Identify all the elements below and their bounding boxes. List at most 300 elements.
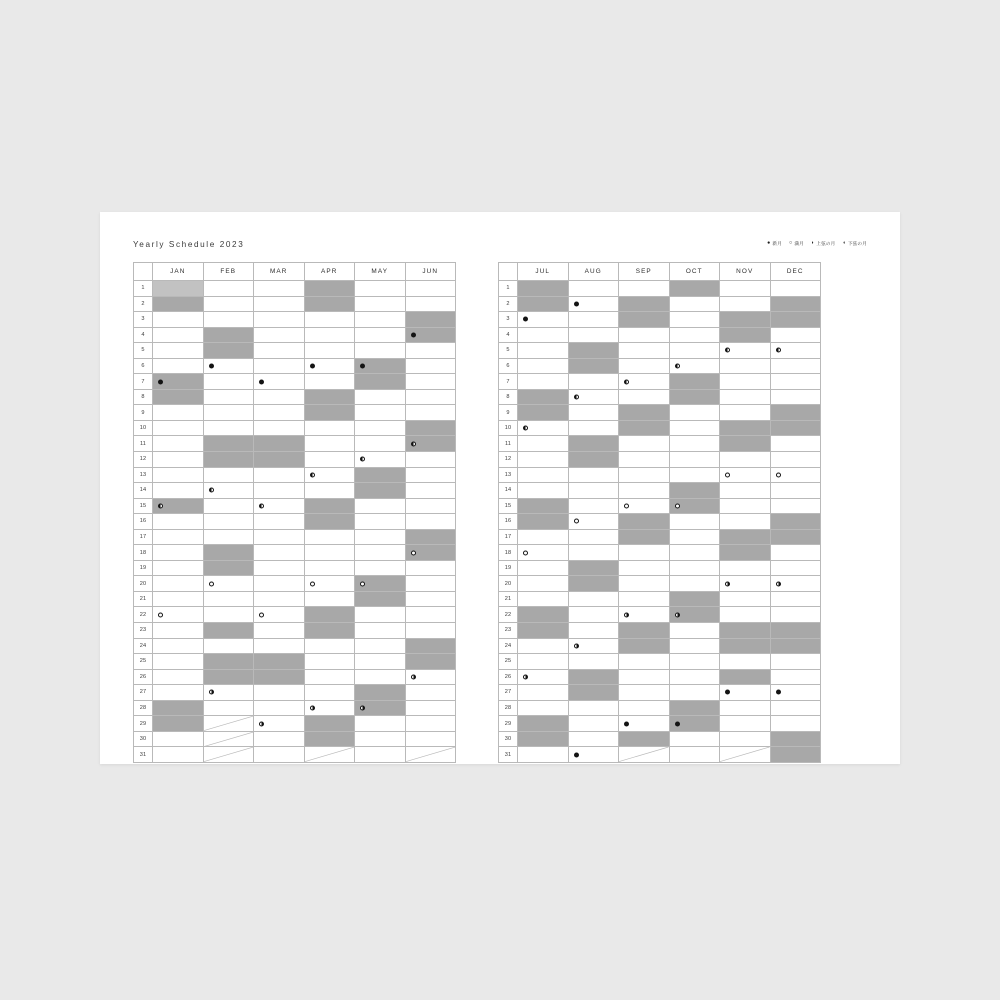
schedule-cell-apr-7[interactable]: [304, 374, 355, 390]
schedule-cell-mar-1[interactable]: [254, 281, 305, 297]
schedule-cell-dec-29[interactable]: [770, 716, 821, 732]
schedule-cell-jul-31[interactable]: [518, 747, 569, 763]
schedule-cell-oct-28[interactable]: [669, 700, 720, 716]
schedule-cell-mar-9[interactable]: [254, 405, 305, 421]
schedule-cell-oct-25[interactable]: [669, 654, 720, 670]
schedule-cell-jun-4[interactable]: [405, 327, 456, 343]
schedule-cell-may-13[interactable]: [355, 467, 406, 483]
schedule-cell-mar-21[interactable]: [254, 591, 305, 607]
schedule-cell-oct-13[interactable]: [669, 467, 720, 483]
schedule-cell-sep-21[interactable]: [619, 591, 670, 607]
schedule-cell-nov-15[interactable]: [720, 498, 771, 514]
schedule-cell-jun-28[interactable]: [405, 700, 456, 716]
schedule-cell-may-6[interactable]: [355, 358, 406, 374]
schedule-cell-jun-10[interactable]: [405, 420, 456, 436]
schedule-cell-sep-10[interactable]: [619, 420, 670, 436]
schedule-cell-aug-7[interactable]: [568, 374, 619, 390]
schedule-cell-mar-19[interactable]: [254, 560, 305, 576]
schedule-cell-dec-21[interactable]: [770, 591, 821, 607]
schedule-cell-may-29[interactable]: [355, 716, 406, 732]
schedule-cell-oct-24[interactable]: [669, 638, 720, 654]
schedule-cell-dec-19[interactable]: [770, 560, 821, 576]
schedule-cell-dec-24[interactable]: [770, 638, 821, 654]
schedule-cell-feb-30[interactable]: [203, 731, 254, 747]
schedule-cell-jun-22[interactable]: [405, 607, 456, 623]
schedule-cell-sep-13[interactable]: [619, 467, 670, 483]
schedule-cell-mar-13[interactable]: [254, 467, 305, 483]
schedule-cell-nov-11[interactable]: [720, 436, 771, 452]
schedule-cell-mar-12[interactable]: [254, 452, 305, 468]
schedule-cell-jul-25[interactable]: [518, 654, 569, 670]
schedule-cell-mar-15[interactable]: [254, 498, 305, 514]
schedule-cell-nov-29[interactable]: [720, 716, 771, 732]
schedule-cell-jan-19[interactable]: [153, 560, 204, 576]
schedule-cell-dec-27[interactable]: [770, 685, 821, 701]
schedule-cell-sep-4[interactable]: [619, 327, 670, 343]
schedule-cell-mar-5[interactable]: [254, 343, 305, 359]
schedule-cell-sep-17[interactable]: [619, 529, 670, 545]
schedule-cell-sep-24[interactable]: [619, 638, 670, 654]
schedule-cell-jan-31[interactable]: [153, 747, 204, 763]
schedule-cell-feb-22[interactable]: [203, 607, 254, 623]
schedule-cell-sep-29[interactable]: [619, 716, 670, 732]
schedule-cell-dec-13[interactable]: [770, 467, 821, 483]
schedule-cell-apr-20[interactable]: [304, 576, 355, 592]
schedule-cell-may-10[interactable]: [355, 420, 406, 436]
schedule-cell-nov-19[interactable]: [720, 560, 771, 576]
schedule-cell-aug-19[interactable]: [568, 560, 619, 576]
schedule-cell-mar-29[interactable]: [254, 716, 305, 732]
schedule-cell-oct-18[interactable]: [669, 545, 720, 561]
schedule-cell-oct-15[interactable]: [669, 498, 720, 514]
schedule-cell-dec-23[interactable]: [770, 623, 821, 639]
schedule-cell-sep-18[interactable]: [619, 545, 670, 561]
schedule-cell-apr-27[interactable]: [304, 685, 355, 701]
schedule-cell-dec-25[interactable]: [770, 654, 821, 670]
schedule-cell-mar-23[interactable]: [254, 623, 305, 639]
schedule-cell-feb-5[interactable]: [203, 343, 254, 359]
schedule-cell-oct-4[interactable]: [669, 327, 720, 343]
schedule-cell-dec-31[interactable]: [770, 747, 821, 763]
schedule-cell-apr-19[interactable]: [304, 560, 355, 576]
schedule-cell-jan-21[interactable]: [153, 591, 204, 607]
schedule-cell-aug-17[interactable]: [568, 529, 619, 545]
schedule-cell-mar-28[interactable]: [254, 700, 305, 716]
schedule-cell-jan-10[interactable]: [153, 420, 204, 436]
schedule-cell-jul-4[interactable]: [518, 327, 569, 343]
schedule-cell-dec-15[interactable]: [770, 498, 821, 514]
schedule-cell-jan-7[interactable]: [153, 374, 204, 390]
schedule-cell-apr-15[interactable]: [304, 498, 355, 514]
schedule-cell-may-1[interactable]: [355, 281, 406, 297]
schedule-cell-may-7[interactable]: [355, 374, 406, 390]
schedule-cell-may-4[interactable]: [355, 327, 406, 343]
schedule-cell-aug-9[interactable]: [568, 405, 619, 421]
schedule-cell-nov-21[interactable]: [720, 591, 771, 607]
schedule-cell-may-9[interactable]: [355, 405, 406, 421]
schedule-cell-apr-9[interactable]: [304, 405, 355, 421]
schedule-cell-feb-20[interactable]: [203, 576, 254, 592]
schedule-cell-dec-1[interactable]: [770, 281, 821, 297]
schedule-cell-jul-28[interactable]: [518, 700, 569, 716]
schedule-cell-sep-9[interactable]: [619, 405, 670, 421]
schedule-cell-jul-13[interactable]: [518, 467, 569, 483]
schedule-cell-aug-3[interactable]: [568, 312, 619, 328]
schedule-cell-sep-3[interactable]: [619, 312, 670, 328]
schedule-cell-oct-2[interactable]: [669, 296, 720, 312]
schedule-cell-may-27[interactable]: [355, 685, 406, 701]
schedule-cell-oct-22[interactable]: [669, 607, 720, 623]
schedule-cell-mar-14[interactable]: [254, 483, 305, 499]
schedule-cell-aug-25[interactable]: [568, 654, 619, 670]
schedule-cell-jul-7[interactable]: [518, 374, 569, 390]
schedule-cell-nov-22[interactable]: [720, 607, 771, 623]
schedule-cell-feb-16[interactable]: [203, 514, 254, 530]
schedule-cell-may-5[interactable]: [355, 343, 406, 359]
schedule-cell-jul-1[interactable]: [518, 281, 569, 297]
schedule-cell-feb-25[interactable]: [203, 654, 254, 670]
schedule-cell-jul-12[interactable]: [518, 452, 569, 468]
schedule-cell-jun-6[interactable]: [405, 358, 456, 374]
schedule-cell-apr-17[interactable]: [304, 529, 355, 545]
schedule-cell-mar-22[interactable]: [254, 607, 305, 623]
schedule-cell-aug-6[interactable]: [568, 358, 619, 374]
schedule-cell-jul-21[interactable]: [518, 591, 569, 607]
schedule-cell-dec-7[interactable]: [770, 374, 821, 390]
schedule-cell-jan-18[interactable]: [153, 545, 204, 561]
schedule-cell-nov-10[interactable]: [720, 420, 771, 436]
schedule-cell-oct-12[interactable]: [669, 452, 720, 468]
schedule-cell-may-2[interactable]: [355, 296, 406, 312]
schedule-cell-may-30[interactable]: [355, 731, 406, 747]
schedule-cell-dec-12[interactable]: [770, 452, 821, 468]
schedule-cell-oct-30[interactable]: [669, 731, 720, 747]
schedule-cell-feb-26[interactable]: [203, 669, 254, 685]
schedule-cell-jun-7[interactable]: [405, 374, 456, 390]
schedule-cell-aug-22[interactable]: [568, 607, 619, 623]
schedule-cell-feb-9[interactable]: [203, 405, 254, 421]
schedule-cell-may-15[interactable]: [355, 498, 406, 514]
schedule-cell-sep-1[interactable]: [619, 281, 670, 297]
schedule-cell-jun-24[interactable]: [405, 638, 456, 654]
schedule-cell-jul-22[interactable]: [518, 607, 569, 623]
schedule-cell-sep-6[interactable]: [619, 358, 670, 374]
schedule-cell-feb-3[interactable]: [203, 312, 254, 328]
schedule-cell-apr-16[interactable]: [304, 514, 355, 530]
schedule-cell-dec-20[interactable]: [770, 576, 821, 592]
schedule-cell-apr-1[interactable]: [304, 281, 355, 297]
schedule-cell-jun-27[interactable]: [405, 685, 456, 701]
schedule-cell-aug-18[interactable]: [568, 545, 619, 561]
schedule-cell-sep-15[interactable]: [619, 498, 670, 514]
schedule-cell-jan-14[interactable]: [153, 483, 204, 499]
schedule-cell-aug-20[interactable]: [568, 576, 619, 592]
schedule-cell-jun-5[interactable]: [405, 343, 456, 359]
schedule-cell-aug-11[interactable]: [568, 436, 619, 452]
schedule-cell-may-23[interactable]: [355, 623, 406, 639]
schedule-cell-apr-24[interactable]: [304, 638, 355, 654]
schedule-cell-jul-17[interactable]: [518, 529, 569, 545]
schedule-cell-jul-23[interactable]: [518, 623, 569, 639]
schedule-cell-oct-27[interactable]: [669, 685, 720, 701]
schedule-cell-nov-24[interactable]: [720, 638, 771, 654]
schedule-cell-nov-18[interactable]: [720, 545, 771, 561]
schedule-cell-jan-4[interactable]: [153, 327, 204, 343]
schedule-cell-jun-26[interactable]: [405, 669, 456, 685]
schedule-cell-may-22[interactable]: [355, 607, 406, 623]
schedule-cell-jan-17[interactable]: [153, 529, 204, 545]
schedule-cell-nov-4[interactable]: [720, 327, 771, 343]
schedule-cell-jun-11[interactable]: [405, 436, 456, 452]
schedule-cell-aug-16[interactable]: [568, 514, 619, 530]
schedule-cell-oct-23[interactable]: [669, 623, 720, 639]
schedule-cell-nov-30[interactable]: [720, 731, 771, 747]
schedule-cell-jul-8[interactable]: [518, 389, 569, 405]
schedule-cell-mar-7[interactable]: [254, 374, 305, 390]
schedule-cell-sep-31[interactable]: [619, 747, 670, 763]
schedule-cell-jan-30[interactable]: [153, 731, 204, 747]
schedule-cell-dec-11[interactable]: [770, 436, 821, 452]
schedule-cell-apr-30[interactable]: [304, 731, 355, 747]
schedule-cell-sep-20[interactable]: [619, 576, 670, 592]
schedule-cell-jul-10[interactable]: [518, 420, 569, 436]
schedule-cell-jul-2[interactable]: [518, 296, 569, 312]
schedule-cell-sep-25[interactable]: [619, 654, 670, 670]
schedule-cell-nov-25[interactable]: [720, 654, 771, 670]
schedule-cell-sep-16[interactable]: [619, 514, 670, 530]
schedule-cell-mar-27[interactable]: [254, 685, 305, 701]
schedule-cell-aug-23[interactable]: [568, 623, 619, 639]
schedule-cell-oct-8[interactable]: [669, 389, 720, 405]
schedule-cell-sep-22[interactable]: [619, 607, 670, 623]
schedule-cell-dec-6[interactable]: [770, 358, 821, 374]
schedule-cell-jul-11[interactable]: [518, 436, 569, 452]
schedule-cell-mar-20[interactable]: [254, 576, 305, 592]
schedule-cell-feb-31[interactable]: [203, 747, 254, 763]
schedule-cell-apr-14[interactable]: [304, 483, 355, 499]
schedule-cell-jan-28[interactable]: [153, 700, 204, 716]
schedule-cell-jul-15[interactable]: [518, 498, 569, 514]
schedule-cell-sep-8[interactable]: [619, 389, 670, 405]
schedule-cell-may-14[interactable]: [355, 483, 406, 499]
schedule-cell-may-16[interactable]: [355, 514, 406, 530]
schedule-cell-jun-3[interactable]: [405, 312, 456, 328]
schedule-cell-apr-5[interactable]: [304, 343, 355, 359]
schedule-cell-aug-2[interactable]: [568, 296, 619, 312]
schedule-cell-mar-25[interactable]: [254, 654, 305, 670]
schedule-cell-aug-4[interactable]: [568, 327, 619, 343]
schedule-cell-oct-9[interactable]: [669, 405, 720, 421]
schedule-cell-mar-6[interactable]: [254, 358, 305, 374]
schedule-cell-jul-30[interactable]: [518, 731, 569, 747]
schedule-cell-oct-14[interactable]: [669, 483, 720, 499]
schedule-cell-may-11[interactable]: [355, 436, 406, 452]
schedule-cell-mar-11[interactable]: [254, 436, 305, 452]
schedule-cell-nov-16[interactable]: [720, 514, 771, 530]
schedule-cell-jan-1[interactable]: [153, 281, 204, 297]
schedule-cell-sep-27[interactable]: [619, 685, 670, 701]
schedule-cell-feb-27[interactable]: [203, 685, 254, 701]
schedule-cell-feb-2[interactable]: [203, 296, 254, 312]
schedule-cell-nov-26[interactable]: [720, 669, 771, 685]
schedule-cell-jan-13[interactable]: [153, 467, 204, 483]
schedule-cell-apr-12[interactable]: [304, 452, 355, 468]
schedule-cell-dec-16[interactable]: [770, 514, 821, 530]
schedule-cell-may-25[interactable]: [355, 654, 406, 670]
schedule-cell-jan-16[interactable]: [153, 514, 204, 530]
schedule-cell-oct-20[interactable]: [669, 576, 720, 592]
schedule-cell-oct-31[interactable]: [669, 747, 720, 763]
schedule-cell-jan-15[interactable]: [153, 498, 204, 514]
schedule-cell-dec-17[interactable]: [770, 529, 821, 545]
schedule-cell-jul-3[interactable]: [518, 312, 569, 328]
schedule-cell-mar-3[interactable]: [254, 312, 305, 328]
schedule-cell-dec-22[interactable]: [770, 607, 821, 623]
schedule-cell-feb-15[interactable]: [203, 498, 254, 514]
schedule-cell-jun-19[interactable]: [405, 560, 456, 576]
schedule-cell-dec-18[interactable]: [770, 545, 821, 561]
schedule-cell-jan-22[interactable]: [153, 607, 204, 623]
schedule-cell-feb-19[interactable]: [203, 560, 254, 576]
schedule-cell-jun-12[interactable]: [405, 452, 456, 468]
schedule-cell-jun-31[interactable]: [405, 747, 456, 763]
schedule-cell-sep-2[interactable]: [619, 296, 670, 312]
schedule-cell-jan-8[interactable]: [153, 389, 204, 405]
schedule-cell-jun-9[interactable]: [405, 405, 456, 421]
schedule-cell-apr-23[interactable]: [304, 623, 355, 639]
schedule-cell-may-12[interactable]: [355, 452, 406, 468]
schedule-cell-aug-13[interactable]: [568, 467, 619, 483]
schedule-cell-nov-7[interactable]: [720, 374, 771, 390]
schedule-cell-oct-11[interactable]: [669, 436, 720, 452]
schedule-cell-jun-14[interactable]: [405, 483, 456, 499]
schedule-cell-aug-24[interactable]: [568, 638, 619, 654]
schedule-cell-mar-17[interactable]: [254, 529, 305, 545]
schedule-cell-feb-23[interactable]: [203, 623, 254, 639]
schedule-cell-may-21[interactable]: [355, 591, 406, 607]
schedule-cell-oct-19[interactable]: [669, 560, 720, 576]
schedule-cell-aug-27[interactable]: [568, 685, 619, 701]
schedule-cell-jan-3[interactable]: [153, 312, 204, 328]
schedule-cell-jan-29[interactable]: [153, 716, 204, 732]
schedule-cell-nov-31[interactable]: [720, 747, 771, 763]
schedule-cell-mar-2[interactable]: [254, 296, 305, 312]
schedule-cell-jul-27[interactable]: [518, 685, 569, 701]
schedule-cell-mar-16[interactable]: [254, 514, 305, 530]
schedule-cell-jul-20[interactable]: [518, 576, 569, 592]
schedule-cell-jun-23[interactable]: [405, 623, 456, 639]
schedule-cell-dec-2[interactable]: [770, 296, 821, 312]
schedule-cell-jan-23[interactable]: [153, 623, 204, 639]
schedule-cell-may-3[interactable]: [355, 312, 406, 328]
schedule-cell-feb-12[interactable]: [203, 452, 254, 468]
schedule-cell-aug-29[interactable]: [568, 716, 619, 732]
schedule-cell-apr-26[interactable]: [304, 669, 355, 685]
schedule-cell-may-26[interactable]: [355, 669, 406, 685]
schedule-cell-sep-26[interactable]: [619, 669, 670, 685]
schedule-cell-sep-5[interactable]: [619, 343, 670, 359]
schedule-cell-apr-21[interactable]: [304, 591, 355, 607]
schedule-cell-feb-7[interactable]: [203, 374, 254, 390]
schedule-cell-feb-13[interactable]: [203, 467, 254, 483]
schedule-cell-jul-5[interactable]: [518, 343, 569, 359]
schedule-cell-may-28[interactable]: [355, 700, 406, 716]
schedule-cell-jan-9[interactable]: [153, 405, 204, 421]
schedule-cell-oct-6[interactable]: [669, 358, 720, 374]
schedule-cell-oct-10[interactable]: [669, 420, 720, 436]
schedule-cell-feb-10[interactable]: [203, 420, 254, 436]
schedule-cell-nov-6[interactable]: [720, 358, 771, 374]
schedule-cell-nov-28[interactable]: [720, 700, 771, 716]
schedule-cell-nov-8[interactable]: [720, 389, 771, 405]
schedule-cell-dec-14[interactable]: [770, 483, 821, 499]
schedule-cell-jul-19[interactable]: [518, 560, 569, 576]
schedule-cell-apr-2[interactable]: [304, 296, 355, 312]
schedule-cell-dec-8[interactable]: [770, 389, 821, 405]
schedule-cell-jan-20[interactable]: [153, 576, 204, 592]
schedule-cell-apr-10[interactable]: [304, 420, 355, 436]
schedule-cell-jan-12[interactable]: [153, 452, 204, 468]
schedule-cell-oct-1[interactable]: [669, 281, 720, 297]
schedule-cell-dec-3[interactable]: [770, 312, 821, 328]
schedule-cell-feb-11[interactable]: [203, 436, 254, 452]
schedule-cell-jun-13[interactable]: [405, 467, 456, 483]
schedule-cell-nov-12[interactable]: [720, 452, 771, 468]
schedule-cell-may-31[interactable]: [355, 747, 406, 763]
schedule-cell-jul-24[interactable]: [518, 638, 569, 654]
schedule-cell-jun-25[interactable]: [405, 654, 456, 670]
schedule-cell-jun-8[interactable]: [405, 389, 456, 405]
schedule-cell-jan-11[interactable]: [153, 436, 204, 452]
schedule-cell-jun-21[interactable]: [405, 591, 456, 607]
schedule-cell-nov-20[interactable]: [720, 576, 771, 592]
schedule-cell-oct-21[interactable]: [669, 591, 720, 607]
schedule-cell-feb-24[interactable]: [203, 638, 254, 654]
schedule-cell-jan-5[interactable]: [153, 343, 204, 359]
schedule-cell-jul-6[interactable]: [518, 358, 569, 374]
schedule-cell-jun-1[interactable]: [405, 281, 456, 297]
schedule-cell-mar-30[interactable]: [254, 731, 305, 747]
schedule-cell-apr-4[interactable]: [304, 327, 355, 343]
schedule-cell-jul-9[interactable]: [518, 405, 569, 421]
schedule-cell-oct-7[interactable]: [669, 374, 720, 390]
schedule-cell-aug-21[interactable]: [568, 591, 619, 607]
schedule-cell-jun-20[interactable]: [405, 576, 456, 592]
schedule-cell-nov-5[interactable]: [720, 343, 771, 359]
schedule-cell-nov-9[interactable]: [720, 405, 771, 421]
schedule-cell-nov-27[interactable]: [720, 685, 771, 701]
schedule-cell-apr-18[interactable]: [304, 545, 355, 561]
schedule-cell-oct-29[interactable]: [669, 716, 720, 732]
schedule-cell-mar-4[interactable]: [254, 327, 305, 343]
schedule-cell-apr-22[interactable]: [304, 607, 355, 623]
schedule-cell-mar-26[interactable]: [254, 669, 305, 685]
schedule-cell-sep-7[interactable]: [619, 374, 670, 390]
schedule-cell-nov-13[interactable]: [720, 467, 771, 483]
schedule-cell-aug-30[interactable]: [568, 731, 619, 747]
schedule-cell-may-18[interactable]: [355, 545, 406, 561]
schedule-cell-feb-28[interactable]: [203, 700, 254, 716]
schedule-cell-mar-10[interactable]: [254, 420, 305, 436]
schedule-cell-jun-18[interactable]: [405, 545, 456, 561]
schedule-cell-jun-30[interactable]: [405, 731, 456, 747]
schedule-cell-aug-1[interactable]: [568, 281, 619, 297]
schedule-cell-sep-19[interactable]: [619, 560, 670, 576]
schedule-cell-dec-4[interactable]: [770, 327, 821, 343]
schedule-cell-aug-12[interactable]: [568, 452, 619, 468]
schedule-cell-feb-29[interactable]: [203, 716, 254, 732]
schedule-cell-feb-14[interactable]: [203, 483, 254, 499]
